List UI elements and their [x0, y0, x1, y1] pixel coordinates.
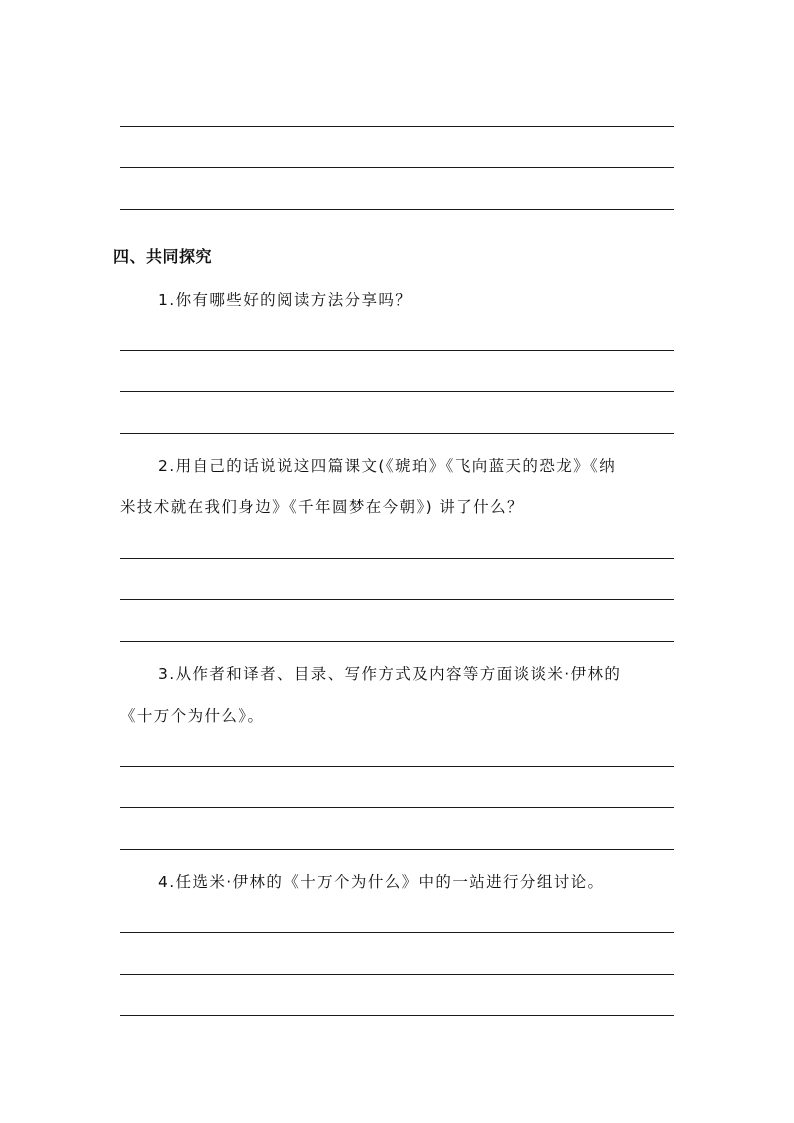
answer-line: [120, 641, 674, 642]
question-4-text: 4.任选米·伊林的《十万个为什么》中的一站进行分组讨论。: [158, 873, 605, 891]
question-3-text-line-1: 3.从作者和译者、目录、写作方式及内容等方面谈谈米·伊林的: [158, 665, 622, 683]
answer-line: [120, 391, 674, 392]
answer-line: [120, 350, 674, 351]
answer-line: [120, 807, 674, 808]
question-2-text-line-1: 2.用自己的话说说这四篇课文(《琥珀》《飞向蓝天的恐龙》《纳: [158, 457, 617, 475]
question-2-text-line-2: 米技术就在我们身边》《千年圆梦在今朝》) 讲了什么？: [120, 498, 524, 516]
answer-line: [120, 932, 674, 933]
answer-line: [120, 167, 674, 168]
answer-line: [120, 849, 674, 850]
answer-line: [120, 1015, 674, 1016]
answer-line: [120, 558, 674, 559]
answer-line: [120, 433, 674, 434]
answer-line: [120, 599, 674, 600]
answer-line: [120, 974, 674, 975]
answer-line: [120, 209, 674, 210]
section-heading: 四、共同探究: [113, 247, 213, 266]
answer-line: [120, 766, 674, 767]
question-3-text-line-2: 《十万个为什么》。: [120, 707, 265, 725]
question-1-text: 1.你有哪些好的阅读方法分享吗？: [158, 291, 413, 309]
answer-line: [120, 126, 674, 127]
